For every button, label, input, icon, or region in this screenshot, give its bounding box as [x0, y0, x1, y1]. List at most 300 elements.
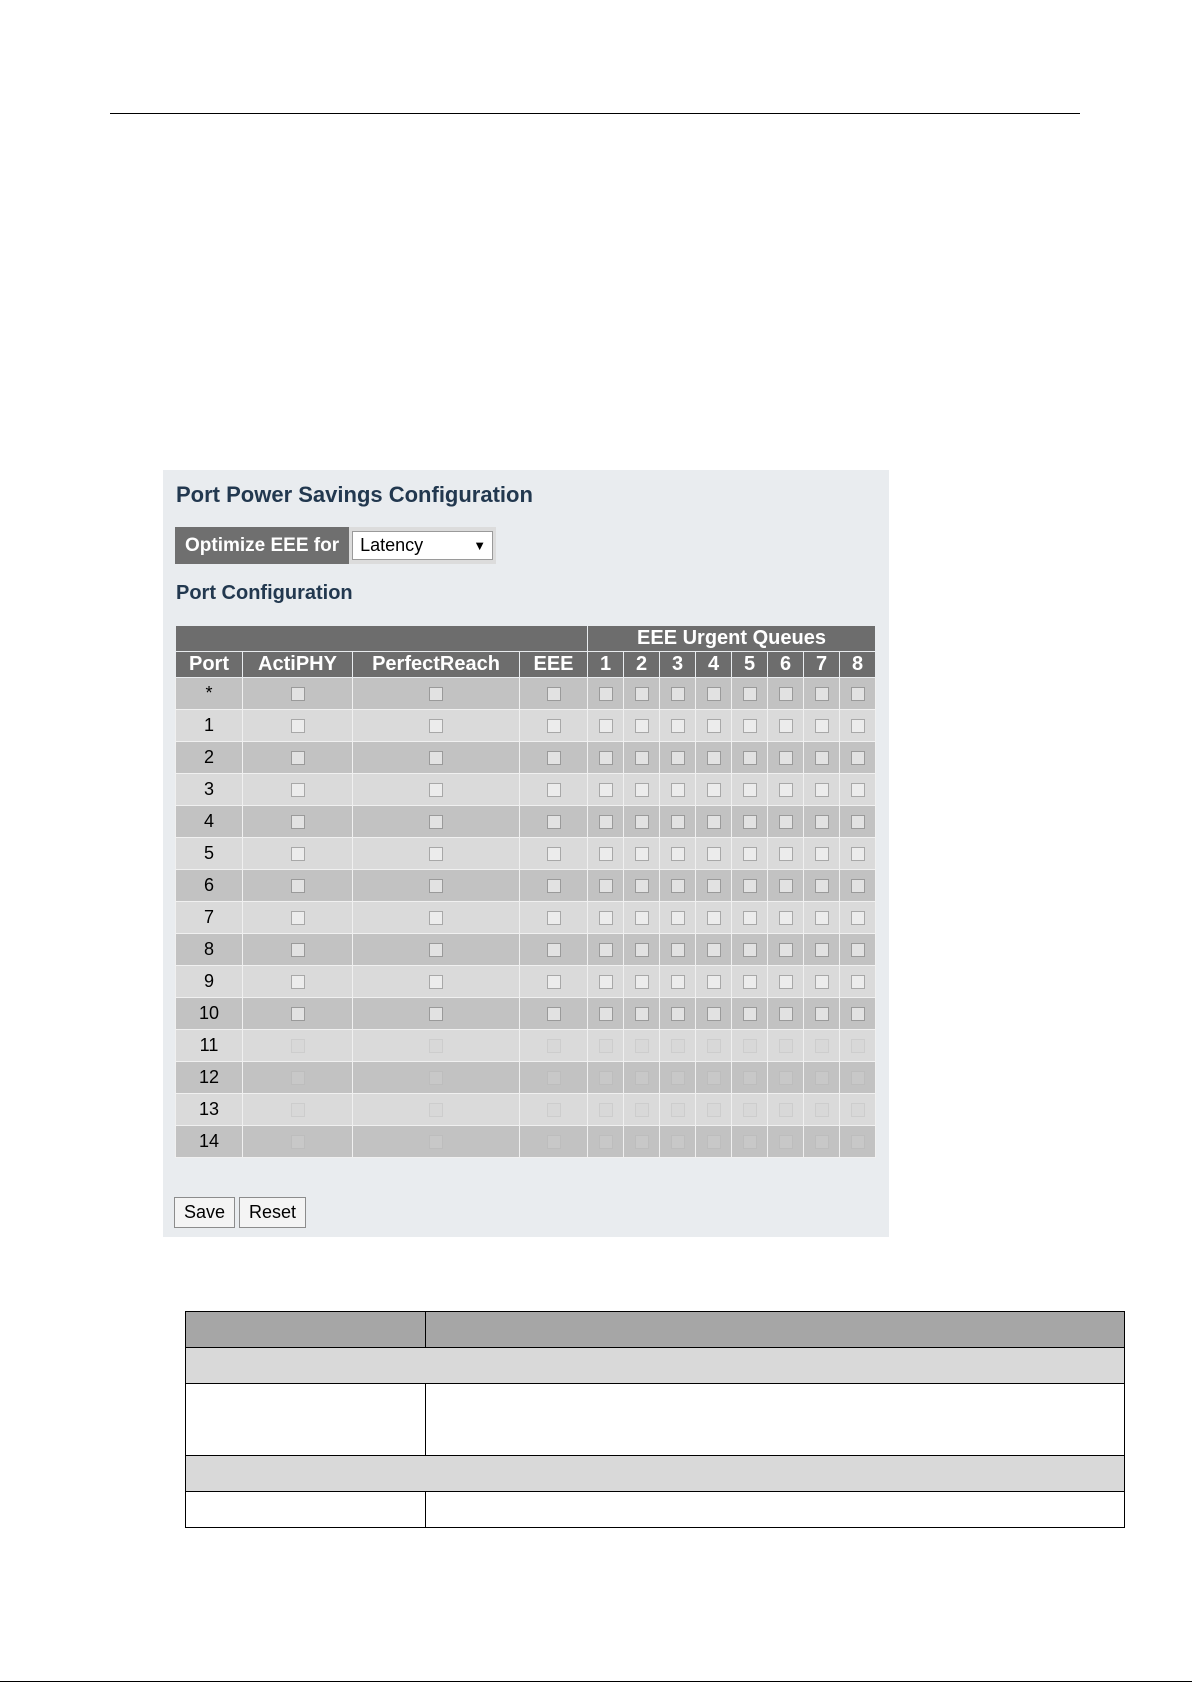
perfectreach-checkbox[interactable] [429, 975, 443, 989]
urgent-queue-5-checkbox[interactable] [743, 1007, 757, 1021]
desc-section-cell [186, 1348, 1125, 1384]
urgent-queue-6-checkbox[interactable] [779, 783, 793, 797]
queue-header: 6 [768, 652, 804, 678]
checkbox-cell [696, 1094, 732, 1126]
checkbox-cell [840, 806, 876, 838]
checkbox-cell [624, 934, 660, 966]
urgent-queue-3-checkbox[interactable] [671, 751, 685, 765]
checkbox-cell [696, 1030, 732, 1062]
urgent-queue-3-checkbox[interactable] [671, 847, 685, 861]
checkbox-cell [624, 998, 660, 1030]
urgent-queue-8-checkbox[interactable] [851, 719, 865, 733]
urgent-queue-6-checkbox [779, 1135, 793, 1149]
eee-checkbox[interactable] [547, 911, 561, 925]
urgent-queue-5-checkbox[interactable] [743, 719, 757, 733]
urgent-queue-8-checkbox[interactable] [851, 943, 865, 957]
actiphy-checkbox[interactable] [291, 719, 305, 733]
urgent-queue-8-checkbox[interactable] [851, 751, 865, 765]
checkbox-cell [353, 1094, 520, 1126]
urgent-queue-4-checkbox[interactable] [707, 783, 721, 797]
queue-header: 2 [624, 652, 660, 678]
urgent-queue-5-checkbox[interactable] [743, 975, 757, 989]
desc-section-row [186, 1456, 1125, 1492]
checkbox-cell [696, 742, 732, 774]
checkbox-cell [804, 1030, 840, 1062]
checkbox-cell [732, 870, 768, 902]
checkbox-cell [840, 1126, 876, 1158]
checkbox-cell [804, 806, 840, 838]
checkbox-cell [520, 1094, 588, 1126]
perfectreach-checkbox[interactable] [429, 783, 443, 797]
checkbox-cell [353, 678, 520, 710]
urgent-queue-7-checkbox[interactable] [815, 879, 829, 893]
checkbox-cell [588, 934, 624, 966]
port-cell: 9 [176, 966, 243, 998]
perfectreach-checkbox [429, 1071, 443, 1085]
checkbox-cell [520, 1030, 588, 1062]
eee-checkbox[interactable] [547, 975, 561, 989]
checkbox-cell [520, 710, 588, 742]
checkbox-cell [804, 1062, 840, 1094]
urgent-queue-1-checkbox[interactable] [599, 1007, 613, 1021]
urgent-queue-2-checkbox[interactable] [635, 911, 649, 925]
perfectreach-checkbox[interactable] [429, 687, 443, 701]
urgent-queue-7-checkbox [815, 1071, 829, 1085]
urgent-queue-8-checkbox[interactable] [851, 975, 865, 989]
checkbox-cell [243, 710, 353, 742]
checkbox-cell [243, 742, 353, 774]
perfectreach-checkbox[interactable] [429, 911, 443, 925]
urgent-queue-5-checkbox[interactable] [743, 879, 757, 893]
checkbox-cell [696, 806, 732, 838]
checkbox-cell [660, 934, 696, 966]
checkbox-cell [353, 934, 520, 966]
queue-header: 1 [588, 652, 624, 678]
urgent-queue-2-checkbox[interactable] [635, 1007, 649, 1021]
urgent-queue-5-checkbox [743, 1071, 757, 1085]
checkbox-cell [243, 774, 353, 806]
checkbox-cell [804, 870, 840, 902]
urgent-queue-7-checkbox[interactable] [815, 719, 829, 733]
checkbox-cell [624, 1126, 660, 1158]
checkbox-cell [243, 1126, 353, 1158]
urgent-queue-1-checkbox[interactable] [599, 815, 613, 829]
urgent-queue-4-checkbox [707, 1103, 721, 1117]
urgent-queue-3-checkbox [671, 1135, 685, 1149]
checkbox-cell [243, 1030, 353, 1062]
checkbox-cell [588, 742, 624, 774]
table-row [176, 710, 876, 742]
checkbox-cell [840, 742, 876, 774]
checkbox-cell [243, 870, 353, 902]
port-cell: 11 [176, 1030, 243, 1062]
urgent-queue-4-checkbox[interactable] [707, 943, 721, 957]
checkbox-cell [660, 1094, 696, 1126]
eee-checkbox[interactable] [547, 879, 561, 893]
header-blank [176, 626, 588, 652]
checkbox-cell [588, 902, 624, 934]
checkbox-cell [696, 1062, 732, 1094]
desc-header-cell [186, 1312, 426, 1348]
checkbox-cell [353, 710, 520, 742]
urgent-queue-8-checkbox[interactable] [851, 783, 865, 797]
checkbox-cell [660, 966, 696, 998]
button-row [174, 1197, 306, 1228]
urgent-queue-3-checkbox[interactable] [671, 975, 685, 989]
urgent-queue-5-checkbox[interactable] [743, 751, 757, 765]
actiphy-checkbox [291, 1103, 305, 1117]
urgent-queue-1-checkbox[interactable] [599, 719, 613, 733]
eee-checkbox[interactable] [547, 751, 561, 765]
port-cell: * [176, 678, 243, 710]
urgent-queue-3-checkbox[interactable] [671, 783, 685, 797]
eee-checkbox[interactable] [547, 783, 561, 797]
eee-checkbox[interactable] [547, 687, 561, 701]
checkbox-cell [768, 1030, 804, 1062]
queue-header: 7 [804, 652, 840, 678]
perfectreach-checkbox[interactable] [429, 1007, 443, 1021]
urgent-queue-2-checkbox[interactable] [635, 687, 649, 701]
urgent-queue-1-checkbox [599, 1071, 613, 1085]
checkbox-cell [520, 1062, 588, 1094]
urgent-queue-8-checkbox[interactable] [851, 687, 865, 701]
checkbox-cell [660, 838, 696, 870]
checkbox-cell [732, 1062, 768, 1094]
urgent-queue-7-checkbox[interactable] [815, 783, 829, 797]
eee-urgent-queues-header: EEE Urgent Queues [588, 626, 876, 652]
urgent-queue-3-checkbox[interactable] [671, 1007, 685, 1021]
table-row [176, 1030, 876, 1062]
checkbox-cell [353, 806, 520, 838]
urgent-queue-7-checkbox[interactable] [815, 815, 829, 829]
urgent-queue-7-checkbox[interactable] [815, 911, 829, 925]
urgent-queue-4-checkbox[interactable] [707, 687, 721, 701]
checkbox-cell [804, 710, 840, 742]
checkbox-cell [696, 902, 732, 934]
urgent-queue-1-checkbox[interactable] [599, 975, 613, 989]
urgent-queue-8-checkbox[interactable] [851, 847, 865, 861]
checkbox-cell [840, 1094, 876, 1126]
table-row [176, 774, 876, 806]
urgent-queue-5-checkbox[interactable] [743, 943, 757, 957]
checkbox-cell [243, 1062, 353, 1094]
desc-cell [426, 1384, 1125, 1456]
checkbox-cell [840, 1062, 876, 1094]
checkbox-cell [804, 742, 840, 774]
checkbox-cell [353, 1030, 520, 1062]
urgent-queue-6-checkbox [779, 1103, 793, 1117]
urgent-queue-7-checkbox[interactable] [815, 687, 829, 701]
checkbox-cell [520, 1126, 588, 1158]
checkbox-cell [768, 742, 804, 774]
urgent-queue-3-checkbox [671, 1039, 685, 1053]
desc-cell [186, 1384, 426, 1456]
perfectreach-checkbox[interactable] [429, 879, 443, 893]
urgent-queue-5-checkbox[interactable] [743, 783, 757, 797]
desc-row [186, 1384, 1125, 1456]
urgent-queue-4-checkbox[interactable] [707, 847, 721, 861]
urgent-queue-3-checkbox[interactable] [671, 879, 685, 893]
checkbox-cell [624, 806, 660, 838]
checkbox-cell [588, 806, 624, 838]
column-header: PerfectReach [353, 652, 520, 678]
actiphy-checkbox[interactable] [291, 1007, 305, 1021]
urgent-queue-6-checkbox[interactable] [779, 879, 793, 893]
checkbox-cell [840, 870, 876, 902]
urgent-queue-6-checkbox[interactable] [779, 847, 793, 861]
urgent-queue-5-checkbox [743, 1135, 757, 1149]
urgent-queue-7-checkbox [815, 1135, 829, 1149]
checkbox-cell [804, 1126, 840, 1158]
checkbox-cell [804, 774, 840, 806]
urgent-queue-5-checkbox[interactable] [743, 847, 757, 861]
urgent-queue-4-checkbox[interactable] [707, 1007, 721, 1021]
checkbox-cell [243, 1094, 353, 1126]
perfectreach-checkbox[interactable] [429, 943, 443, 957]
urgent-queue-3-checkbox[interactable] [671, 943, 685, 957]
urgent-queue-8-checkbox[interactable] [851, 815, 865, 829]
checkbox-cell [520, 998, 588, 1030]
urgent-queue-6-checkbox[interactable] [779, 815, 793, 829]
urgent-queue-8-checkbox [851, 1103, 865, 1117]
urgent-queue-4-checkbox[interactable] [707, 751, 721, 765]
checkbox-cell [696, 1126, 732, 1158]
checkbox-cell [624, 710, 660, 742]
checkbox-cell [588, 870, 624, 902]
urgent-queue-5-checkbox[interactable] [743, 815, 757, 829]
checkbox-cell [768, 1094, 804, 1126]
urgent-queue-3-checkbox[interactable] [671, 815, 685, 829]
urgent-queue-6-checkbox[interactable] [779, 975, 793, 989]
urgent-queue-6-checkbox [779, 1071, 793, 1085]
checkbox-cell [520, 966, 588, 998]
urgent-queue-3-checkbox[interactable] [671, 719, 685, 733]
checkbox-cell [588, 1062, 624, 1094]
checkbox-cell [520, 934, 588, 966]
urgent-queue-1-checkbox[interactable] [599, 879, 613, 893]
checkbox-cell [732, 678, 768, 710]
eee-checkbox [547, 1135, 561, 1149]
checkbox-cell [588, 710, 624, 742]
urgent-queue-7-checkbox[interactable] [815, 1007, 829, 1021]
urgent-queue-7-checkbox[interactable] [815, 943, 829, 957]
reset-button[interactable]: Reset [239, 1197, 306, 1228]
table-row [176, 678, 876, 710]
perfectreach-checkbox[interactable] [429, 815, 443, 829]
actiphy-checkbox[interactable] [291, 943, 305, 957]
urgent-queue-1-checkbox[interactable] [599, 911, 613, 925]
actiphy-checkbox[interactable] [291, 783, 305, 797]
urgent-queue-2-checkbox[interactable] [635, 783, 649, 797]
checkbox-cell [732, 1094, 768, 1126]
checkbox-cell [243, 838, 353, 870]
actiphy-checkbox[interactable] [291, 911, 305, 925]
checkbox-cell [624, 870, 660, 902]
actiphy-checkbox[interactable] [291, 975, 305, 989]
queue-header: 4 [696, 652, 732, 678]
checkbox-cell [660, 710, 696, 742]
perfectreach-checkbox[interactable] [429, 751, 443, 765]
checkbox-cell [840, 966, 876, 998]
urgent-queue-5-checkbox[interactable] [743, 687, 757, 701]
urgent-queue-2-checkbox[interactable] [635, 943, 649, 957]
checkbox-cell [804, 966, 840, 998]
checkbox-cell [732, 710, 768, 742]
checkbox-cell [768, 710, 804, 742]
port-cell: 12 [176, 1062, 243, 1094]
urgent-queue-8-checkbox[interactable] [851, 879, 865, 893]
bottom-rule [0, 1681, 1192, 1682]
eee-checkbox[interactable] [547, 943, 561, 957]
checkbox-cell [804, 934, 840, 966]
actiphy-checkbox [291, 1135, 305, 1149]
urgent-queue-6-checkbox[interactable] [779, 911, 793, 925]
checkbox-cell [660, 1062, 696, 1094]
urgent-queue-8-checkbox[interactable] [851, 1007, 865, 1021]
urgent-queue-6-checkbox[interactable] [779, 687, 793, 701]
desc-cell [186, 1492, 426, 1528]
perfectreach-checkbox[interactable] [429, 719, 443, 733]
checkbox-cell [660, 678, 696, 710]
checkbox-cell [732, 774, 768, 806]
desc-header-cell [426, 1312, 1125, 1348]
checkbox-cell [243, 998, 353, 1030]
perfectreach-checkbox[interactable] [429, 847, 443, 861]
urgent-queue-6-checkbox[interactable] [779, 1007, 793, 1021]
actiphy-checkbox[interactable] [291, 847, 305, 861]
eee-checkbox[interactable] [547, 1007, 561, 1021]
page-title: Port Power Savings Configuration [176, 482, 533, 507]
urgent-queue-2-checkbox[interactable] [635, 815, 649, 829]
port-config-table [175, 625, 876, 1158]
checkbox-cell [732, 838, 768, 870]
urgent-queue-1-checkbox[interactable] [599, 783, 613, 797]
desc-section-cell [186, 1456, 1125, 1492]
urgent-queue-4-checkbox [707, 1135, 721, 1149]
urgent-queue-1-checkbox[interactable] [599, 847, 613, 861]
table-row [176, 1126, 876, 1158]
checkbox-cell [353, 966, 520, 998]
urgent-queue-2-checkbox [635, 1071, 649, 1085]
actiphy-checkbox[interactable] [291, 751, 305, 765]
checkbox-cell [696, 870, 732, 902]
urgent-queue-5-checkbox[interactable] [743, 911, 757, 925]
urgent-queue-2-checkbox[interactable] [635, 975, 649, 989]
checkbox-cell [732, 966, 768, 998]
checkbox-cell [732, 806, 768, 838]
urgent-queue-3-checkbox[interactable] [671, 687, 685, 701]
port-cell: 2 [176, 742, 243, 774]
checkbox-cell [840, 678, 876, 710]
urgent-queue-4-checkbox[interactable] [707, 719, 721, 733]
column-header: ActiPHY [243, 652, 353, 678]
checkbox-cell [660, 998, 696, 1030]
column-header: EEE [520, 652, 588, 678]
chevron-down-icon: ▼ [473, 538, 487, 553]
urgent-queue-4-checkbox[interactable] [707, 911, 721, 925]
actiphy-checkbox[interactable] [291, 879, 305, 893]
checkbox-cell [804, 902, 840, 934]
urgent-queue-6-checkbox[interactable] [779, 751, 793, 765]
checkbox-cell [660, 870, 696, 902]
checkbox-cell [696, 710, 732, 742]
top-rule [110, 113, 1080, 114]
checkbox-cell [588, 838, 624, 870]
checkbox-cell [353, 998, 520, 1030]
save-button[interactable]: Save [174, 1197, 235, 1228]
checkbox-cell [804, 838, 840, 870]
checkbox-cell [624, 678, 660, 710]
urgent-queue-2-checkbox [635, 1039, 649, 1053]
table-row [176, 806, 876, 838]
optimize-eee-value: Latency [360, 535, 424, 555]
table-row [176, 870, 876, 902]
checkbox-cell [768, 966, 804, 998]
optimize-eee-row [175, 527, 496, 564]
urgent-queue-3-checkbox[interactable] [671, 911, 685, 925]
urgent-queue-1-checkbox [599, 1039, 613, 1053]
checkbox-cell [660, 1030, 696, 1062]
checkbox-cell [624, 774, 660, 806]
urgent-queue-4-checkbox[interactable] [707, 815, 721, 829]
eee-checkbox[interactable] [547, 719, 561, 733]
checkbox-cell [520, 678, 588, 710]
optimize-eee-select[interactable] [352, 531, 493, 560]
urgent-queue-8-checkbox[interactable] [851, 911, 865, 925]
checkbox-cell [840, 710, 876, 742]
checkbox-cell [732, 1030, 768, 1062]
urgent-queue-1-checkbox[interactable] [599, 943, 613, 957]
checkbox-cell [353, 1062, 520, 1094]
urgent-queue-7-checkbox[interactable] [815, 847, 829, 861]
urgent-queue-4-checkbox[interactable] [707, 879, 721, 893]
urgent-queue-6-checkbox[interactable] [779, 943, 793, 957]
eee-checkbox [547, 1103, 561, 1117]
urgent-queue-2-checkbox [635, 1103, 649, 1117]
urgent-queue-3-checkbox [671, 1071, 685, 1085]
urgent-queue-2-checkbox[interactable] [635, 847, 649, 861]
eee-checkbox [547, 1039, 561, 1053]
table-row [176, 1062, 876, 1094]
checkbox-cell [696, 838, 732, 870]
checkbox-cell [520, 838, 588, 870]
optimize-eee-cell [349, 527, 496, 564]
urgent-queue-3-checkbox [671, 1103, 685, 1117]
eee-checkbox[interactable] [547, 847, 561, 861]
urgent-queue-7-checkbox[interactable] [815, 751, 829, 765]
checkbox-cell [243, 902, 353, 934]
eee-checkbox[interactable] [547, 815, 561, 829]
urgent-queue-8-checkbox [851, 1135, 865, 1149]
urgent-queue-2-checkbox[interactable] [635, 879, 649, 893]
table-row [176, 838, 876, 870]
actiphy-checkbox[interactable] [291, 687, 305, 701]
urgent-queue-4-checkbox[interactable] [707, 975, 721, 989]
checkbox-cell [588, 998, 624, 1030]
table-row [176, 742, 876, 774]
urgent-queue-6-checkbox[interactable] [779, 719, 793, 733]
checkbox-cell [804, 678, 840, 710]
port-cell: 8 [176, 934, 243, 966]
perfectreach-checkbox [429, 1135, 443, 1149]
checkbox-cell [588, 774, 624, 806]
urgent-queue-2-checkbox[interactable] [635, 751, 649, 765]
urgent-queue-1-checkbox[interactable] [599, 751, 613, 765]
urgent-queue-7-checkbox[interactable] [815, 975, 829, 989]
actiphy-checkbox[interactable] [291, 815, 305, 829]
urgent-queue-2-checkbox[interactable] [635, 719, 649, 733]
urgent-queue-1-checkbox[interactable] [599, 687, 613, 701]
